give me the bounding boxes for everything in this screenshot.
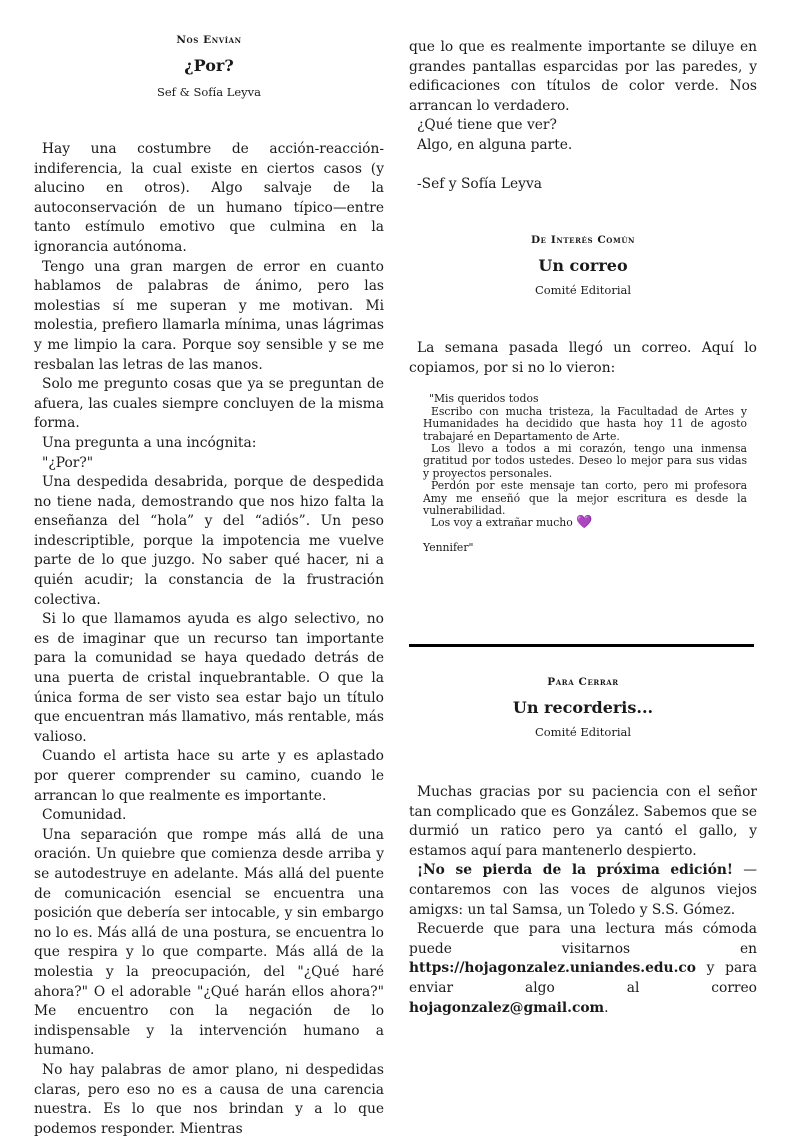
paragraph: Comunidad. [42, 807, 127, 824]
purple-heart-icon: 💜 [576, 515, 593, 531]
section-label-nos-envian: Nos Envían [176, 34, 242, 46]
email-quote [423, 393, 747, 554]
article-byline-recorderis: Comité Editorial [534, 725, 632, 739]
article-body-recorderis [409, 783, 757, 1018]
paragraph [409, 920, 757, 1018]
paragraph: Tengo una gran margen de error en cuanto hablamos de palabras de ánimo, pero las molestias sí me superan y me motivan. Mi molestia, prefiero llamarla mínima, unas lágrimas y me limpio la cara. Porque soy sensible y se me resbalan las letras de las manos. [34, 258, 384, 373]
article-byline-por: Sef & Sofía Leyva [156, 85, 262, 99]
quote-line-text: Los voy a extrañar mucho [431, 516, 573, 530]
paragraph: Muchas gracias por su paciencia con el señor tan complicado que es González. Sabemos que se durmió un ratico pero ya cantó el gallo, y estamos aquí para mantenerlo despierto. [409, 784, 757, 859]
article-body-por [34, 140, 384, 1139]
article-title-por: ¿Por? [184, 56, 234, 75]
paragraph: Algo, en alguna parte. [417, 136, 573, 153]
paragraph-text: y para enviar algo al correo [409, 960, 757, 996]
paragraph: Hay una costumbre de acción-reacción-indiferencia, la cual existe en ciertos casos (y alucino en otros). Algo salvaje de la autoconservación de un humano típico—entre tanto estímulo emotivo que culmina en la ignorancia autónoma. [34, 141, 384, 255]
quote-line: Escribo con mucha tristeza, la Facultadad de Artes y Humanidades ha decidido que hasta hoy 11 de agosto trabajaré en Departamento de Arte. [423, 404, 747, 443]
article-title-recorderis: Un recorderis... [512, 698, 654, 717]
paragraph: "¿Por?" [42, 454, 94, 471]
quote-line: "Mis queridos todos [429, 392, 539, 406]
article-signature: -Sef y Sofía Leyva [417, 175, 542, 192]
right-column-bottom [409, 676, 757, 1018]
article-title-correo: Un correo [538, 256, 628, 276]
section-label-interes-comun: De Interés Común [530, 234, 636, 247]
article-continuation-por [409, 38, 757, 194]
email-link[interactable]: hojagonzalez@gmail.com [409, 999, 605, 1016]
paragraph-text: Recuerde que para una lectura más cómoda puede visitarnos en [409, 921, 757, 957]
quote-line [423, 517, 747, 529]
left-column [34, 0, 384, 1139]
paragraph-text: . [604, 999, 609, 1016]
paragraph-text: — contaremos con las voces de algunos viejos amigxs: un tal Samsa, un Toledo y S.S. Gómez. [409, 862, 757, 918]
paragraph [409, 861, 757, 920]
right-column [409, 0, 757, 554]
quote-line: Perdón por este mensaje tan corto, pero mi profesora Amy me enseñó que la mejor escritura es desde la vulnerabilidad. [423, 479, 747, 517]
article-byline-correo: Comité Editorial [534, 283, 632, 298]
paragraph: Una despedida desabrida, porque de despedida no tiene nada, demostrando que nos hizo falta la enseñanza del “hola” y del “adiós”. Un peso indescriptible, porque la impotencia me vuelve parte de lo que juzgo. No saber qué hacer, ni a quién acudir; la constancia de la frustración colectiva. [34, 474, 384, 608]
paragraph: Una pregunta a una incógnita: [42, 434, 257, 451]
paragraph: que lo que es realmente importante se diluye en grandes pantallas esparcidas por las paredes, y edificaciones con títulos de color verde. Nos arrancan lo verdadero. [409, 39, 757, 114]
section-divider [409, 644, 754, 647]
paragraph: ¿Qué tiene que ver? [417, 117, 557, 134]
section-label-para-cerrar: Para Cerrar [547, 676, 619, 688]
paragraph: Si lo que llamamos ayuda es algo selectivo, no es de imaginar que un recurso tan importante para la comunidad se haya quedado detrás de una puerta de cristal inquebrantable. O que la única forma de ser visto sea estar bajo un título que encuentran más llamativo, más rentable, más valioso. [34, 611, 384, 745]
paragraph: La semana pasada llegó un correo. Aquí lo copiamos, por si no lo vieron: [409, 340, 757, 376]
paragraph: Solo me pregunto cosas que ya se preguntan de afuera, las cuales siempre concluyen de la misma forma. [34, 376, 384, 432]
paragraph: Una separación que rompe más allá de una oración. Un quiebre que comienza desde arriba y se autodestruye en adelante. Más allá del puente de comunicación esencial se encuentra una posición que debería ser intocable, y sin embargo no lo es. Más allá de una postura, se encuentra lo que respira y lo que comparte. Más allá de la molestia y la preocupación, del "¿Qué haré ahora?" O el adorable "¿Qué harán ellos ahora?" Me encuentro con la negación de lo indispensable y la intervención humano a humano. [34, 826, 384, 1059]
article-body-correo [409, 339, 757, 378]
next-edition-callout: ¡No se pierda de la próxima edición! [417, 862, 733, 879]
paragraph: No hay palabras de amor plano, ni despedidas claras, pero eso no es a causa de una carencia nuestra. Es lo que nos brindan y a lo que podemos responder. Mientras [34, 1061, 384, 1137]
paragraph: Cuando el artista hace su arte y es aplastado por querer comprender su camino, cuando le arrancan lo que realmente es importante. [34, 748, 384, 804]
quote-line: Los llevo a todos a mi corazón, tengo una inmensa gratitud por todos ustedes. Deseo lo mejor para sus vidas y proyectos personales. [423, 441, 747, 480]
quote-signature: Yennifer" [423, 540, 474, 554]
website-link[interactable]: https://hojagonzalez.uniandes.edu.co [409, 960, 696, 977]
